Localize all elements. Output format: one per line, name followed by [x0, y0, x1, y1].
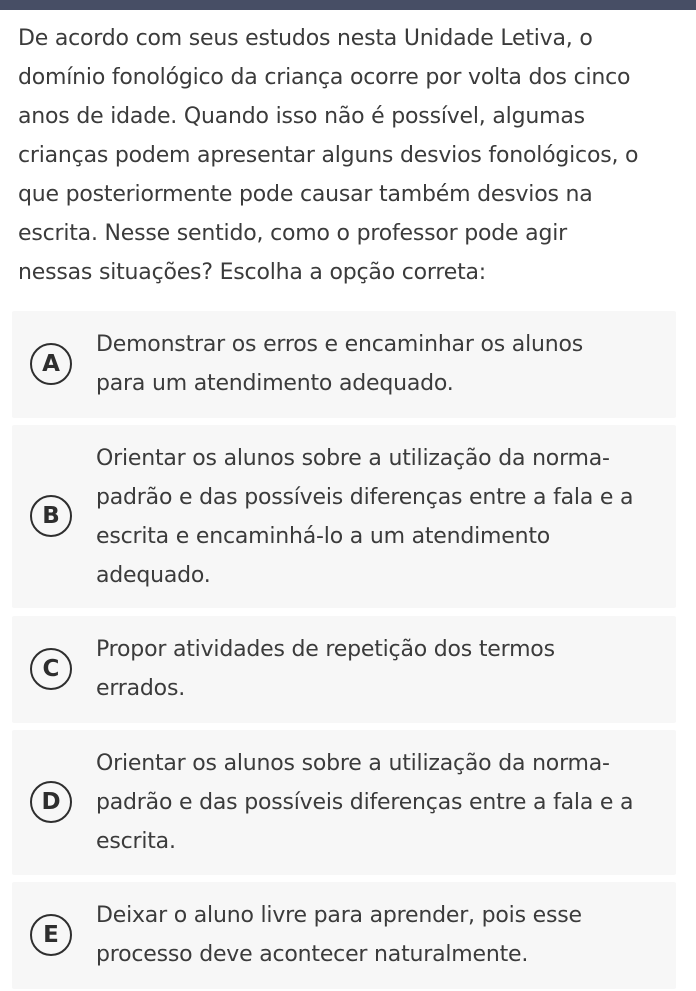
- option-line: escrita.: [96, 829, 176, 854]
- option-line: Deixar o aluno livre para aprender, pois esse: [96, 903, 582, 928]
- question-text: [18, 19, 678, 292]
- option-line: processo deve acontecer naturalmente.: [96, 942, 529, 967]
- option-c-letter-badge[interactable]: C: [30, 648, 72, 690]
- question-line: De acordo com seus estudos nesta Unidade Letiva, o: [18, 26, 593, 51]
- option-e-letter-badge[interactable]: E: [30, 914, 72, 956]
- option-a-text: [96, 325, 666, 403]
- option-line: Orientar os alunos sobre a utilização da norma-: [96, 751, 610, 776]
- option-line: escrita e encaminhá-lo a um atendimento: [96, 524, 551, 549]
- option-d-text: [96, 744, 666, 861]
- option-line: para um atendimento adequado.: [96, 371, 454, 396]
- option-line: Orientar os alunos sobre a utilização da norma-: [96, 446, 610, 471]
- option-line: adequado.: [96, 563, 211, 588]
- question-line: nessas situações? Escolha a opção correta:: [18, 260, 486, 285]
- question-line: anos de idade. Quando isso não é possível, algumas: [18, 104, 585, 129]
- option-line: errados.: [96, 676, 185, 701]
- option-line: Demonstrar os erros e encaminhar os alunos: [96, 332, 583, 357]
- option-d[interactable]: [12, 730, 676, 875]
- option-b-text: [96, 439, 666, 595]
- top-bar: [0, 0, 696, 10]
- option-e-text: [96, 896, 666, 974]
- question-line: crianças podem apresentar alguns desvios fonológicos, o: [18, 143, 639, 168]
- option-line: Propor atividades de repetição dos termos: [96, 637, 555, 662]
- option-b-letter-badge[interactable]: B: [30, 495, 72, 537]
- question-line: escrita. Nesse sentido, como o professor pode agir: [18, 221, 567, 246]
- option-b[interactable]: [12, 425, 676, 608]
- question-line: que posteriormente pode causar também desvios na: [18, 182, 593, 207]
- option-d-letter-badge[interactable]: D: [30, 781, 72, 823]
- option-a[interactable]: [12, 311, 676, 418]
- option-a-letter-badge[interactable]: A: [30, 343, 72, 385]
- option-c-text: [96, 630, 666, 708]
- question-line: domínio fonológico da criança ocorre por volta dos cinco: [18, 65, 631, 90]
- option-line: padrão e das possíveis diferenças entre a fala e a: [96, 790, 634, 815]
- option-c[interactable]: [12, 616, 676, 723]
- option-line: padrão e das possíveis diferenças entre a fala e a: [96, 485, 634, 510]
- option-e[interactable]: [12, 882, 676, 989]
